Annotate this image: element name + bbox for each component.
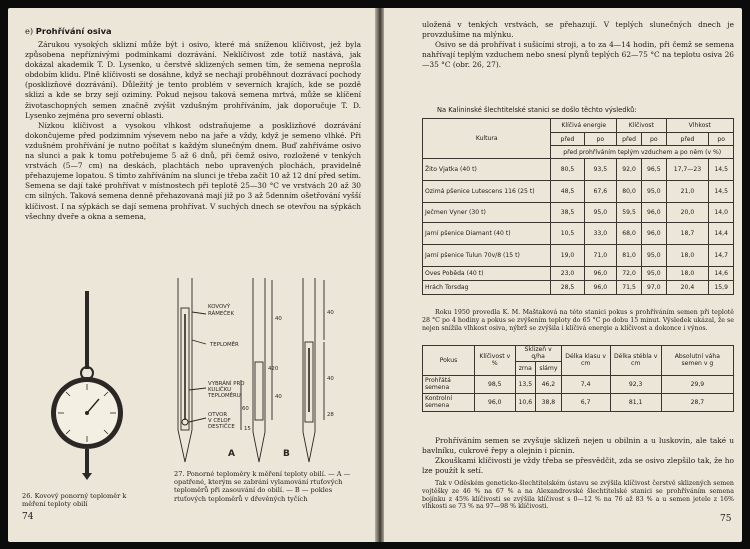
- label-vybrani-1: VYBRÁNÍ PRO: [208, 381, 245, 387]
- dim-40-d: 40: [327, 376, 334, 382]
- t1-cell: 20,0: [666, 203, 709, 223]
- t1-cell: 14,0: [709, 203, 734, 223]
- right-page: [384, 8, 742, 542]
- t1-cell: 97,0: [642, 281, 667, 295]
- t1-header-energy: Klíčivá energie: [551, 119, 617, 133]
- t1-sub-header: po: [584, 133, 617, 146]
- table-row: [423, 375, 734, 393]
- t1-cell: 20,4: [666, 281, 709, 295]
- t1-sub-header: po: [709, 133, 734, 146]
- left-body-text: [25, 40, 361, 222]
- right-top-text: [422, 20, 734, 70]
- t1-cell: 93,5: [584, 159, 617, 181]
- t1-row-name: Hrách Torsdag: [423, 281, 551, 295]
- t1-cell: 21,0: [666, 181, 709, 203]
- t1-header-moisture: Vlhkost: [666, 119, 733, 133]
- t1-cell: 14,5: [709, 181, 734, 203]
- t2-header-pokus: Pokus: [423, 346, 475, 376]
- t2-header-delka-stebla: Délka stébla v cm: [610, 346, 661, 376]
- t1-cell: 14,7: [709, 245, 734, 267]
- t1-cell: 59,5: [617, 203, 642, 223]
- t1-cell: 15,9: [709, 281, 734, 295]
- t1-sub-header: po: [642, 133, 667, 146]
- t1-cell: 96,0: [642, 203, 667, 223]
- t2-cell: 81,1: [610, 393, 661, 411]
- t1-cell: 14,5: [709, 159, 734, 181]
- right-paragraph-3-block: [422, 309, 734, 332]
- label-ramecek: RÁMEČEK: [208, 311, 234, 317]
- table-2-experiment: [422, 345, 734, 412]
- section-heading: [25, 26, 112, 36]
- right-paragraph-4: Prohříváním semen se zvyšuje sklizeň nejen u obilnin a u luskovin, ale také u bavlníku, cukrové řepy a olejnin i pícnin.: [422, 436, 734, 456]
- t2-cell: 38,8: [536, 393, 562, 411]
- dim-28: 28: [327, 412, 334, 418]
- t1-row-name: Oves Poběda (40 t): [423, 267, 551, 281]
- t1-sub-header: před: [666, 133, 709, 146]
- t1-row-name: Jarní pšenice Diamant (40 t): [423, 223, 551, 245]
- right-paragraph-6: Tak v Oděském geneticko-šlechtitelském ústavu se zvýšila klíčivost čerstvě sklizených semen vojtěšky ze 46 % na 67 % a na Alexandrovské šlechtitelské stanici se prohříváním semena bojínku z 45% klíčivosti se zvýšila klíčivost s 0—12 % na 76 až 83 % a u semen jetele z 16% vlhkosti se 73 % na 97—98 % klíčivosti.: [422, 480, 734, 511]
- t1-cell: 68,0: [617, 223, 642, 245]
- t2-cell: 13,5: [515, 375, 536, 393]
- label-vybrani-2: KULIČKU: [208, 387, 232, 393]
- dim-40-c: 40: [327, 310, 334, 316]
- t2-cell: 6,7: [561, 393, 610, 411]
- t1-sub-header: před: [551, 133, 584, 146]
- section-number: e): [25, 26, 34, 36]
- table-1-title: Na Kalininské šlechtitelské stanici se došlo těchto výsledků:: [437, 106, 637, 114]
- dim-40-b: 40: [275, 394, 282, 400]
- t1-cell: 67,6: [584, 181, 617, 203]
- table-row: [423, 223, 734, 245]
- left-paragraph-2: Nízkou klíčivost a vysokou vlhkost odstraňujeme a posklizňové dozrávání dokončujeme před podzimním výsevem nebo na jaře a vždy, když je semeno vlhké. Při vzdušném prohřívání je nutno počítat s každým slunečným dnem. Buď zahříváme osivo na slunci a pak k tomu potřebujeme 5 až 6 dnů, při čemž osivo, rozložené v tenkých vrstvách (5—7 cm) na deskách, plachtách nebo upravených plochách, pravidelně přehazujeme lopatou. S tímto zahříváním na slunci je třeba začít 10 až 12 dní před setím. Semena se dají také prohřívat v místnostech při teplotě 25—30 °C ve vrstvách 20 až 30 cm silných. Taková semena denně přehazovaná mají již po 3 až 5denním ošetřování vyšší klíčivost. I na sýpkách se dají semena prohřívat. V suchých dnech se otevřou na sýpkách všechny dveře a okna a semena,: [25, 120, 361, 221]
- t1-cell: 18,0: [666, 245, 709, 267]
- t1-header-span: před prohříváním teplým vzduchem a po něm (v %): [551, 146, 734, 159]
- right-paragraph-3: Roku 1950 provedla K. M. Maštaková na této stanici pokus s prohříváním semen při teplotě 28 °C po 4 hodiny a pokus se zvýšením teploty do 65 °C po dobu 15 minut. Výsledek ukázal, že se nejen snížila vlhkost osiva, nýbrž se zvýšila i klíčivá energie a klíčivost a dokonce i výnos.: [422, 309, 734, 332]
- t2-header-klicivost: Klíčivost v %: [475, 346, 515, 376]
- t1-row-name: Ozimá pšenice Lutescens 116 (25 t): [423, 181, 551, 203]
- figure-26-dial-thermometer: [36, 291, 146, 481]
- t2-cell: 10,6: [515, 393, 536, 411]
- t1-cell: 95,0: [642, 181, 667, 203]
- t1-cell: 80,0: [617, 181, 642, 203]
- t1-cell: 23,0: [551, 267, 584, 281]
- right-paragraph-5: Zkouškami klíčivosti je vždy třeba se přesvědčit, zda se osivo zlepšilo tak, že ho lze použít k setí.: [422, 456, 734, 476]
- t1-cell: 95,0: [642, 267, 667, 281]
- label-vybrani-3: TEPLOMĚRU: [208, 393, 241, 399]
- t2-header-slamy: slámy: [536, 361, 562, 375]
- t2-row-name: Prohřátá semena: [423, 375, 475, 393]
- t2-header-absolutni: Absolutní váha semen v g: [661, 346, 733, 376]
- table-row: [423, 267, 734, 281]
- table-row: [423, 393, 734, 411]
- t1-cell: 96,0: [584, 281, 617, 295]
- figure-27-caption: 27. Ponorné teploměry k měření teploty obilí. — A —opatřené, kterým se zabrání vylamování rtuťových teploměrů při zasouvání do obilí. — B — pokles rtuťových teploměrů v dřevěných tyčích: [174, 470, 351, 503]
- label-otvor-2: V CELOF: [208, 418, 231, 424]
- figure-27-thermometer-drawings: [158, 270, 368, 470]
- t2-cell: 7,4: [561, 375, 610, 393]
- t1-cell: 96,0: [584, 267, 617, 281]
- t2-cell: 46,2: [536, 375, 562, 393]
- t1-cell: 33,0: [584, 223, 617, 245]
- t1-cell: 38,5: [551, 203, 584, 223]
- page-number-left: 74: [22, 512, 34, 522]
- t2-cell: 96,0: [475, 393, 515, 411]
- t1-cell: 95,0: [584, 203, 617, 223]
- table-row: [423, 159, 734, 181]
- table-row: [423, 181, 734, 203]
- t1-cell: 71,5: [617, 281, 642, 295]
- t1-cell: 80,5: [551, 159, 584, 181]
- section-title: Prohřívání osiva: [35, 26, 112, 36]
- label-letter-a: A: [228, 449, 235, 459]
- t1-cell: 48,5: [551, 181, 584, 203]
- t2-header-zrna: zrna: [515, 361, 536, 375]
- t1-cell: 18,0: [666, 267, 709, 281]
- t1-cell: 95,0: [642, 245, 667, 267]
- dim-40-a: 40: [275, 316, 282, 322]
- left-paragraph-1: Zárukou vysokých sklizní může být i osivo, které má sníženou klíčivost, jež byla způsobena nepříznivými podmínkami dozrávání. Neklíčivost zde totiž nastává, jak dokázal akademik T. D. Lysenko, u čerstvě sklizených semen tím, že semena neprošla obdobím klidu. Plně klíčivosti se dosáhne, když se nechají proběhnout dozrávací pochody (posklizňové dozrávání). Důležitý je tento problém v severních krajích, kde se pozdě sklizí a kde se brzy sejí oziminy. Pokud nejsou taková semena mrtvá, může se klíčení životaschopných semen značně zvýšit vzdušným prohříváním, jak doporučuje T. D. Lysenko zejména pro severní oblasti.: [25, 40, 361, 120]
- label-kovovy: KOVOVÝ: [208, 304, 231, 310]
- t1-header-culture: Kultura: [423, 119, 551, 159]
- table-1-results: [422, 118, 734, 295]
- t1-cell: 28,5: [551, 281, 584, 295]
- t1-cell: 92,0: [617, 159, 642, 181]
- right-paragraph-2: Osivo se dá prohřívat i sušicími stroji, a to za 4—14 hodin, při čemž se semena nahřívají teplým vzduchem nebo snesí plynů teplých 62—75 °C na teplotu osiva 26—35 °C (obr. 26, 27).: [422, 40, 734, 70]
- dim-15: 15: [244, 426, 251, 432]
- t1-cell: 14,6: [709, 267, 734, 281]
- t2-cell: 28,7: [661, 393, 733, 411]
- t2-row-name: Kontrolní semena: [423, 393, 475, 411]
- t2-cell: 98,5: [475, 375, 515, 393]
- t1-cell: 14,4: [709, 223, 734, 245]
- left-page: [8, 8, 375, 542]
- t2-cell: 92,3: [610, 375, 661, 393]
- label-teplomer: TEPLOMĚR: [210, 342, 239, 348]
- t1-cell: 96,5: [642, 159, 667, 181]
- dim-60: 60: [242, 406, 249, 412]
- t1-cell: 96,0: [642, 223, 667, 245]
- t1-cell: 72,0: [617, 267, 642, 281]
- t2-header-sklizen: Sklizeň v q/ha: [515, 346, 561, 362]
- t1-row-name: Ječmen Vyner (30 t): [423, 203, 551, 223]
- label-letter-b: B: [283, 449, 290, 459]
- table-row: [423, 245, 734, 267]
- right-footnote-block: [422, 480, 734, 511]
- t1-sub-header: před: [617, 133, 642, 146]
- t1-row-name: Jarní pšenice Tulun 70v/8 (15 t): [423, 245, 551, 267]
- t1-cell: 81,0: [617, 245, 642, 267]
- t1-cell: 19,0: [551, 245, 584, 267]
- figure-26-caption: 26. Kovový ponorný teploměr k měření teploty obilí: [22, 492, 127, 509]
- t1-cell: 18,7: [666, 223, 709, 245]
- t1-row-name: Žito Vjatka (40 t): [423, 159, 551, 181]
- t2-cell: 29,9: [661, 375, 733, 393]
- book-gutter: [375, 8, 384, 542]
- dim-420: 420: [268, 366, 279, 372]
- t2-header-delka-klasu: Délka klasu v cm: [561, 346, 610, 376]
- t1-cell: 17,7—23: [666, 159, 709, 181]
- label-otvor-3: DESTIČCE: [208, 424, 235, 430]
- right-paragraph-top: uložená v tenkých vrstvách, se přehazují. V teplých slunečných dnech je provzdušíme na mlýnku.: [422, 20, 734, 40]
- table-row: [423, 203, 734, 223]
- t1-cell: 71,0: [584, 245, 617, 267]
- t1-cell: 10,5: [551, 223, 584, 245]
- right-bottom-text: [422, 436, 734, 476]
- label-otvor-1: OTVOR: [208, 412, 228, 418]
- page-number-right: 75: [720, 514, 732, 524]
- t1-header-germination: Klíčivost: [617, 119, 666, 133]
- table-row: [423, 281, 734, 295]
